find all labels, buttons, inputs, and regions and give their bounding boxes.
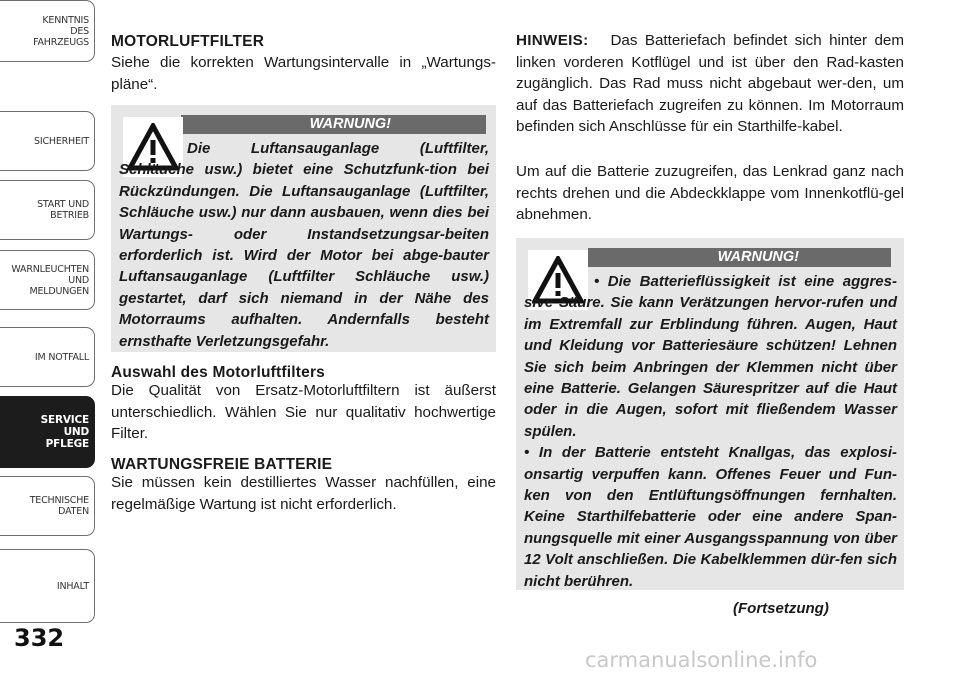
page-number: 332	[14, 624, 65, 652]
tab-label: SICHERHEIT	[34, 135, 89, 147]
tab-warnleuchten-und-meldungen[interactable]	[0, 250, 95, 310]
tab-label: SERVICE UND PFLEGE	[40, 414, 89, 450]
warning-bullet-1: • Die Batterieflüssigkeit ist eine aggres-sive Säure. Sie kann Verätzungen hervor-rufen und im Extremfall zur Erblindung führen. Augen, Haut und Kleidung vor Batteriesäure schützen! Lehnen Sie sich beim Anbringen der Klemmen nicht über eine Batterie. Gelangen Säurespritzer auf die Haut oder in die Augen, sofort mit fließendem Wasser spülen.	[524, 273, 897, 440]
warning-bullet-2: • In der Batterie entsteht Knallgas, das explosi-onsartig verpuffen kann. Offenes Feuer und Fun-ken von den Entlüftungsöffnungen fernhalten. Keine Starthilfebatterie oder eine andere Span-nungsquelle mit einer Ausgangsspannung von über 12 Volt anschließen. Die Kabelklemmen dür-fen sich nicht berühren.	[524, 444, 897, 590]
tab-label: START UND BETRIEB	[37, 199, 89, 221]
warning-body: Die Luftansauganlage (Luftfilter, Schläuche usw.) bietet eine Schutzfunk-tion bei Rückzündungen. Die Luftansauganlage (Luftfilter, Schläuche usw.) nur dann ausbauen, wenn dies bei Wartungs- oder Instandsetzungsar-beiten erforderlich ist. Wird der Motor bei abge-bauter Luftansauganlage (Luftfilter Schläuche usw.) gestartet, darf sich niemand in der Nähe des Motorraums aufhalten. Andernfalls besteht ernsthafte Verletzungsgefahr.	[119, 140, 489, 350]
tab-label: INHALT	[56, 580, 89, 592]
paragraph-wartungsintervalle: Siehe die korrekten Wartungsintervalle in „Wartungs-pläne“.	[111, 54, 496, 93]
chapter-tabs	[0, 0, 98, 640]
paragraph-batterie: Sie müssen kein destilliertes Wasser nachfüllen, eine regelmäßige Wartung ist nicht erforderlich.	[111, 474, 496, 513]
warning-text	[524, 271, 897, 592]
tab-im-notfall[interactable]	[0, 327, 95, 387]
warning-text	[119, 138, 489, 352]
tab-inhalt[interactable]	[0, 549, 95, 623]
tab-service-und-pflege[interactable]	[0, 396, 95, 468]
tab-label: IM NOTFALL	[34, 351, 89, 363]
heading-auswahl-motorluftfilter: Auswahl des Motorluftfilters	[111, 364, 326, 381]
warning-title: WARNUNG!	[181, 115, 486, 134]
warning-box-batterie	[516, 238, 904, 590]
warning-title: WARNUNG!	[588, 248, 891, 267]
note-label: HINWEIS:	[516, 32, 589, 49]
note-hinweis	[516, 30, 904, 138]
tab-start-und-betrieb[interactable]	[0, 180, 95, 240]
tab-sicherheit[interactable]	[0, 111, 95, 171]
heading-motorluftfilter: MOTORLUFTFILTER	[111, 33, 265, 50]
continued-note: (Fortsetzung)	[733, 600, 829, 617]
watermark: carmanualsonline.info	[585, 648, 818, 672]
warning-box-luftansauganlage	[111, 105, 496, 352]
tab-kenntnis-des-fahrzeugs[interactable]	[0, 0, 95, 62]
tab-label: WARNLEUCHTEN UND MELDUNGEN	[11, 263, 89, 297]
paragraph-batterie-zugriff: Um auf die Batterie zuzugreifen, das Lenkrad ganz nach rechts drehen und die Abdeckklappe vom Innenkotflü-gel abnehmen.	[516, 163, 904, 223]
note-text: Das Batteriefach befindet sich hinter dem linken vorderen Kotflügel und ist über den Rad-kasten zugänglich. Das Rad muss nicht abgebaut wer-den, um auf das Batteriefach zugreifen zu können. Im Motorraum befinden sich Anschlüsse für ein Starthilfe-kabel.	[516, 32, 904, 135]
heading-wartungsfreie-batterie: WARTUNGSFREIE BATTERIE	[111, 456, 333, 473]
tab-technische-daten[interactable]	[0, 476, 95, 536]
tab-label: TECHNISCHE DATEN	[29, 495, 89, 517]
paragraph-auswahl: Die Qualität von Ersatz-Motorluftfiltern ist äußerst unterschiedlich. Wählen Sie nur qualitativ hochwertige Filter.	[111, 382, 496, 442]
tab-label: KENNTNIS DES FAHRZEUGS	[33, 14, 89, 48]
